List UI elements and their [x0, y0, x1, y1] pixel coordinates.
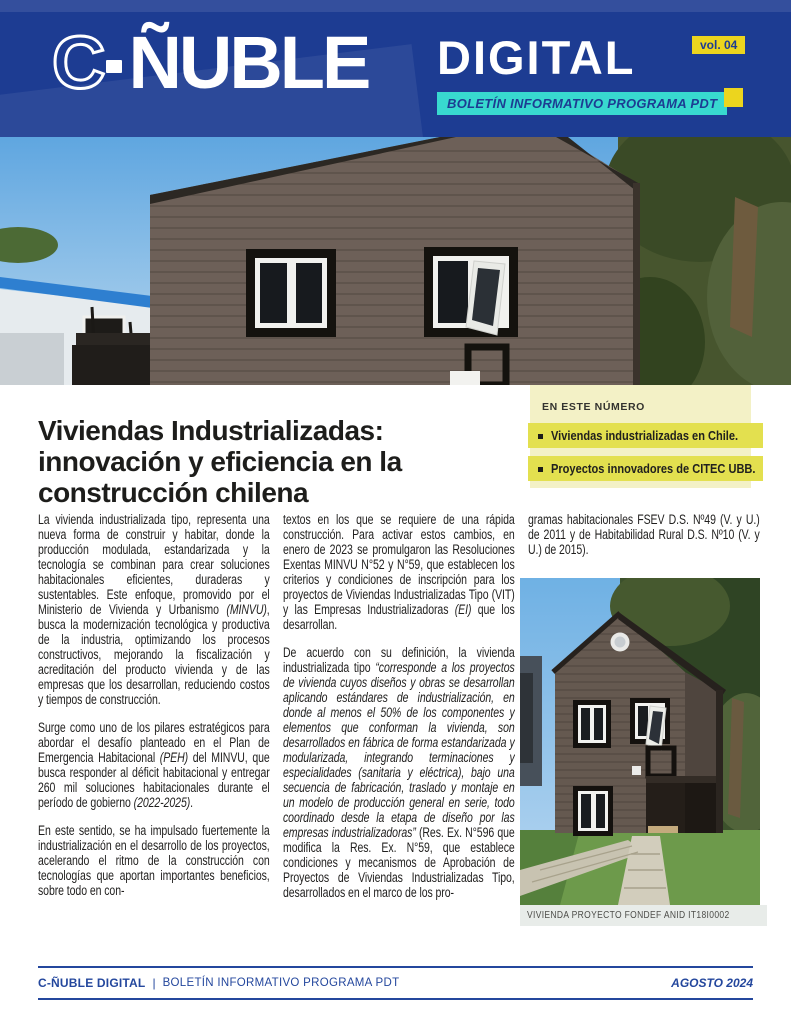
toc-box	[530, 385, 756, 488]
footer-date: AGOSTO 2024	[671, 976, 753, 990]
paragraph: La vivienda industrializada tipo, representa una nueva forma de construir y habitar, donde la producción modulada, estandarizada y la tecnología se combinan para crear soluciones habitacionales eficientes, duraderas y sustentables. Este enfoque, promovido por el Ministerio de Vivienda y Urbanismo (MINVU), busca la modernización tecnológica y productiva de la industria, optimizando los procesos constructivos, mejorando la fiscalización y acreditación del producto vivienda y de las empresas que los desarrollan, reduciendo costos y tiempos de construcción.	[38, 512, 270, 707]
accent-square-icon	[724, 88, 743, 107]
masthead-top-strip	[0, 0, 791, 12]
masthead	[0, 0, 791, 137]
paragraph: gramas habitacionales FSEV D.S. Nº49 (V. y U.) de 2011 y de Habitabilidad Rural D.S. Nº10 (V. y U.) de 2015).	[528, 512, 760, 557]
footer	[38, 966, 753, 1000]
toc-title: EN ESTE NÚMERO	[542, 401, 645, 413]
footer-separator: |	[152, 976, 156, 990]
grass-and-paths	[520, 830, 760, 905]
volume-badge: vol. 04	[692, 36, 745, 54]
footer-brand: C-ÑUBLE DIGITAL	[38, 976, 146, 990]
project-photo	[520, 578, 760, 905]
logo-dash-icon	[106, 60, 122, 73]
tagline-bar: BOLETÍN INFORMATIVO PROGRAMA PDT	[437, 92, 727, 115]
paragraph: Surge como uno de los pilares estratégicos para abordar el desafío planteado en el Plan de Emergencia Habitacional (PEH) del MINVU, que busca responder al déficit habitacional y entregar 260 mil soluciones habitacionales durante el período de gobierno (2022-2025).	[38, 720, 270, 810]
toc-item-label: Viviendas industrializadas en Chile.	[551, 428, 739, 443]
bullet-square-icon	[538, 467, 543, 472]
toc-items	[528, 423, 756, 481]
article-column-1	[38, 512, 270, 962]
logo	[52, 21, 369, 104]
toc-item-label: Proyectos innovadores de CITEC UBB.	[551, 461, 756, 476]
footer-subtitle: BOLETÍN INFORMATIVO PROGRAMA PDT	[162, 977, 400, 989]
article-column-2	[283, 512, 515, 962]
toc-item-viviendas	[528, 423, 763, 448]
photo-caption	[520, 905, 767, 926]
hero-photo	[0, 137, 791, 385]
paragraph: textos en los que se requiere de una rápida construcción. Para activar estos cambios, en enero de 2023 se promulgaron las Resoluciones Exentas MINVU N°52 y N°59, que establecen los criterios y condiciones de inscripción para los proyectos de Viviendas Industrializadas Tipo (VIT) y las Empresas Industrializadoras (EI) que los desarrollan.	[283, 512, 515, 632]
logo-wordmark: ÑUBLE	[128, 21, 369, 104]
page-title: Viviendas Industrializadas: innovación y eficiencia en la construcción chilena	[38, 414, 402, 508]
footer-left	[38, 976, 399, 990]
toc-item-proyectos	[528, 456, 763, 481]
logo-letter-c: C	[52, 21, 103, 104]
bullet-square-icon	[538, 434, 543, 439]
logo-digital: DIGITAL	[437, 31, 636, 84]
paragraph: En este sentido, se ha impulsado fuertemente la industrialización en el desarrollo de los proyectos, acelerando el ritmo de la construcción con tecnologías que aportan importantes beneficios, sobre todo en con-	[38, 823, 270, 898]
photo-caption-text: VIVIENDA PROYECTO FONDEF ANID IT18I0002	[527, 910, 730, 921]
paragraph: De acuerdo con su definición, la vivienda industrializada tipo “corresponde a los proyectos de vivienda cuyos diseños y obras se desarrollan aplicando estándares de industrialización, en donde al menos el 50% de los componentes y elementos que conforman la vivienda, son desarrollados en fábrica de forma estandarizada y modularizada, integrando terminaciones y especialidades (sanitaria y eléctrica), bajo una secuencia de fabricación, traslado y montaje en un modelo de producción general en serie, todo coordinado desde la etapa de diseño por las empresas industrializadoras” (Res. Ex. N°596 que modifica la Res. Ex. N°59, que establece condiciones y mecanismos de Aprobación de Proyectos de Viviendas Industrializadas Tipo, desarrollados en el marco de los pro-	[283, 645, 515, 900]
